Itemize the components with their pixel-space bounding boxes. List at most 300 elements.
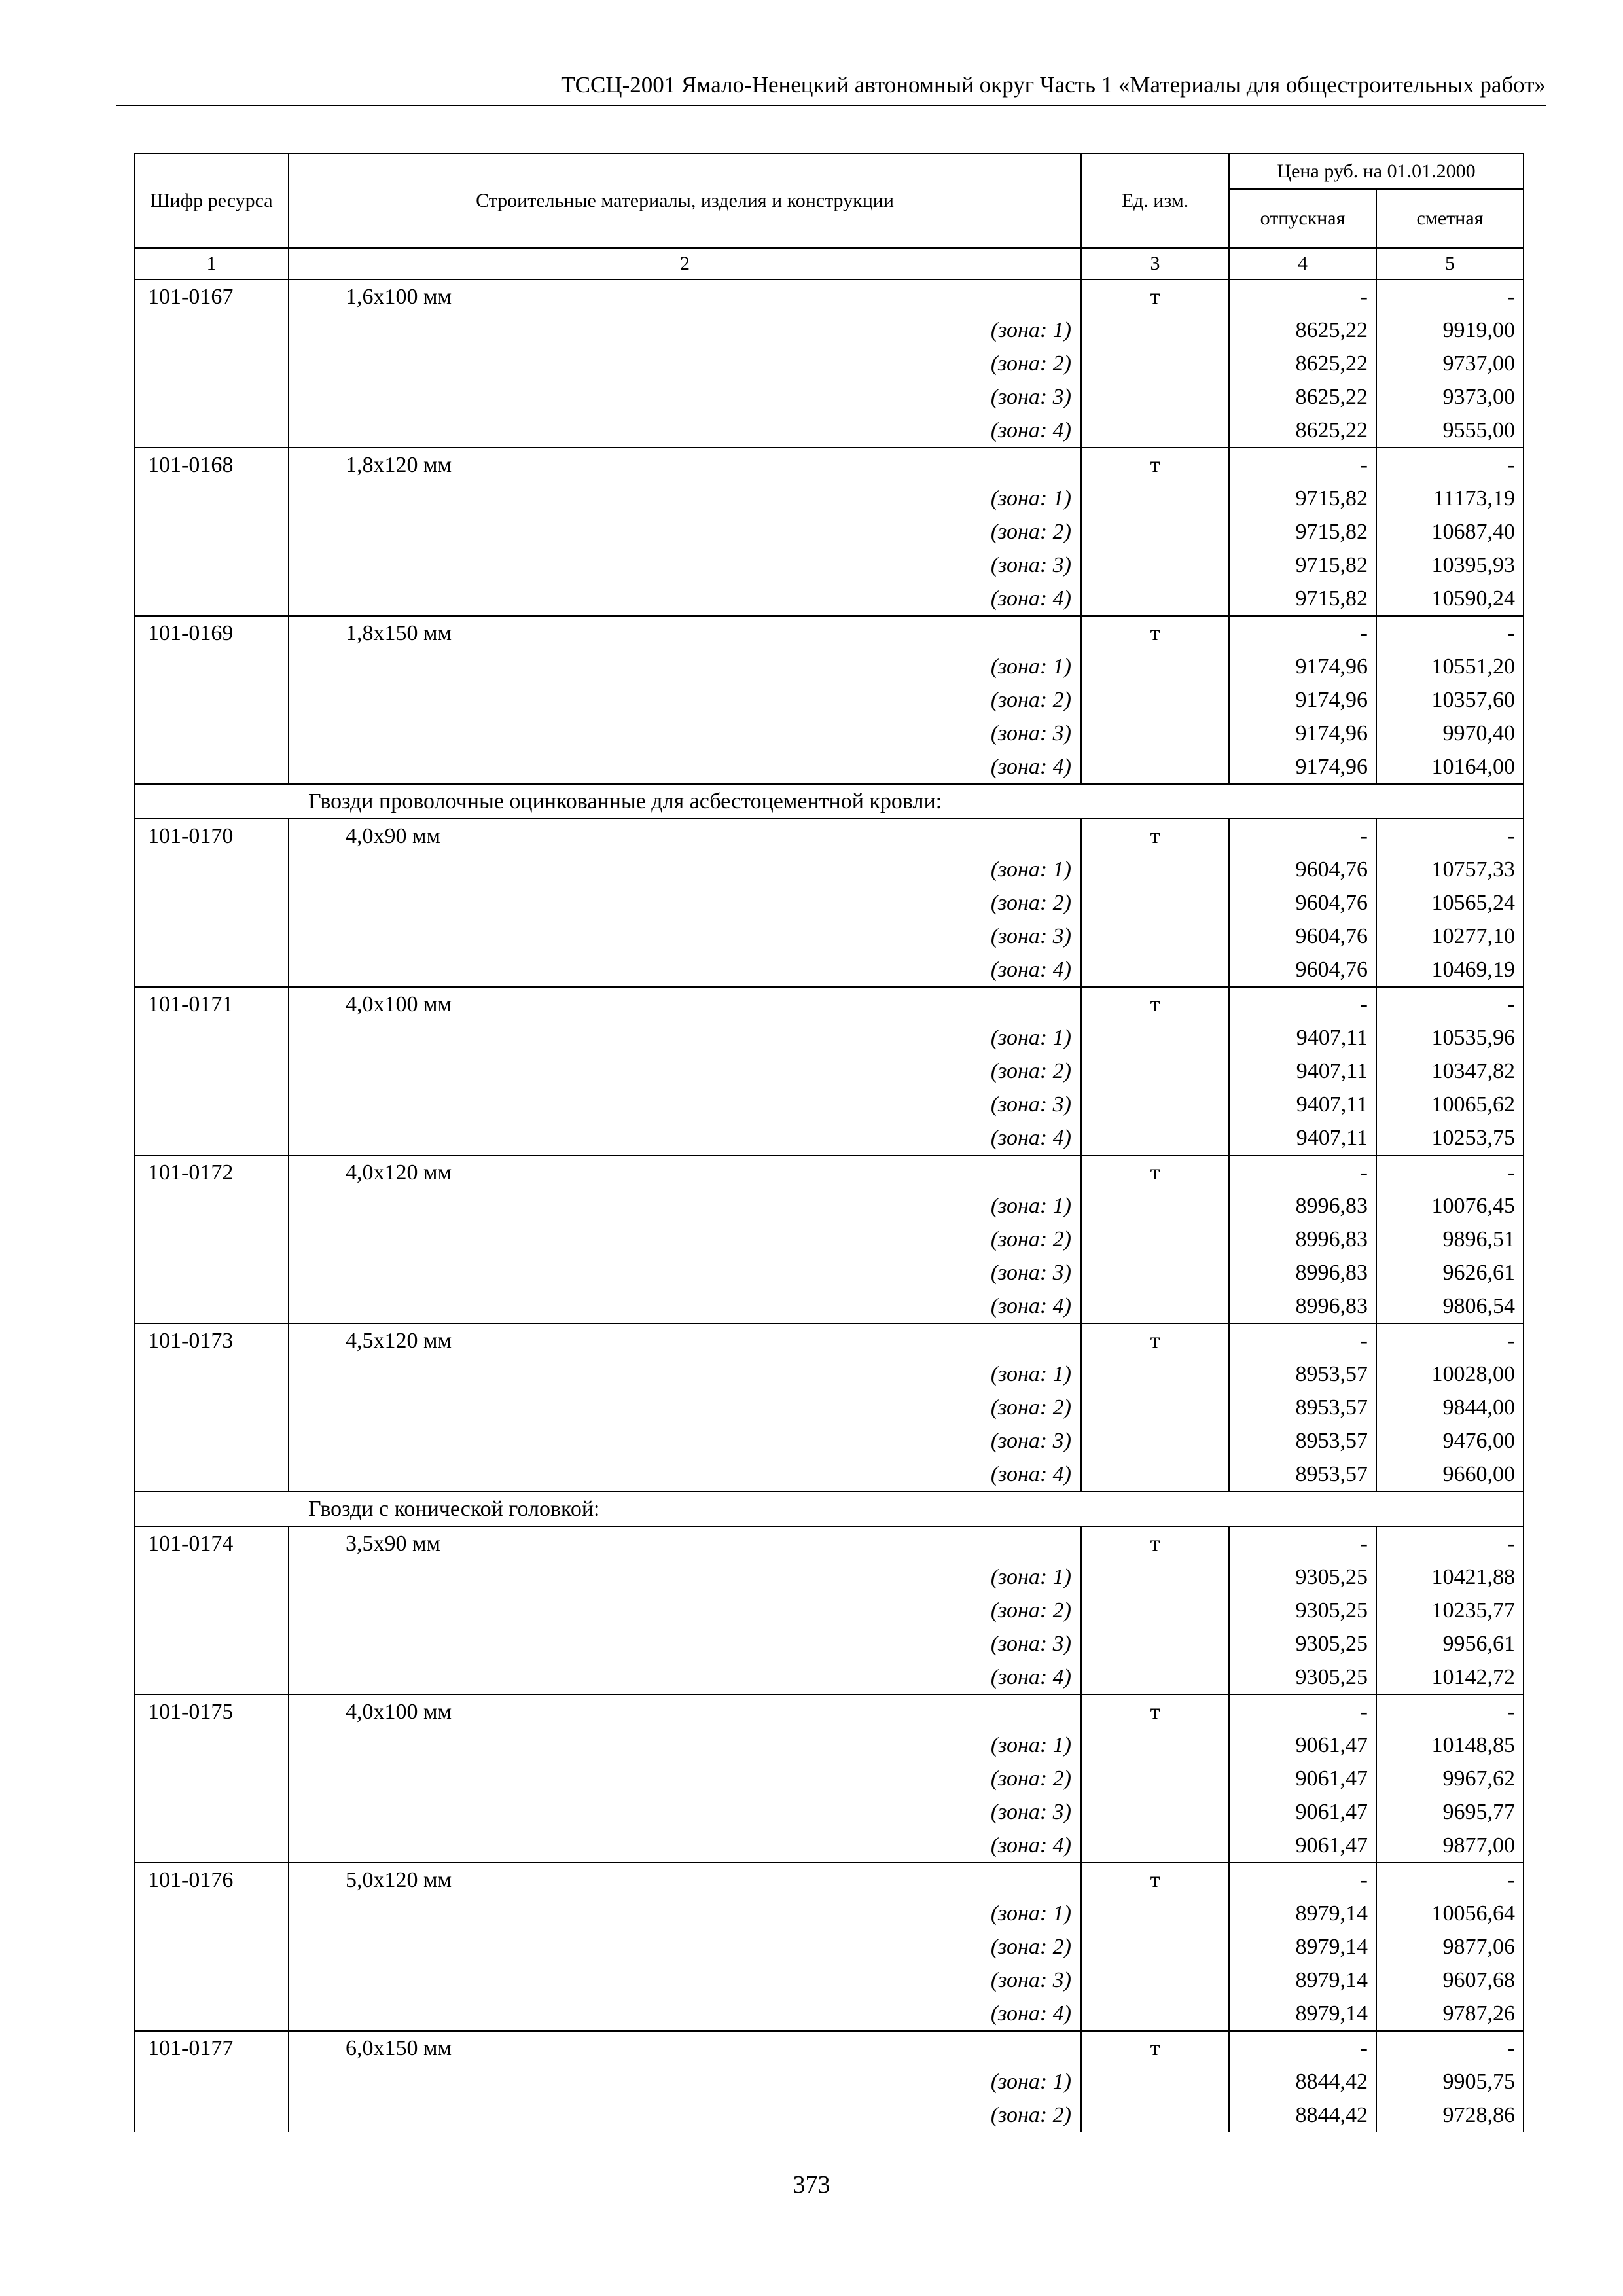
resource-code: 101-0173 xyxy=(134,1323,289,1357)
estimate-price: - xyxy=(1376,1863,1524,1897)
zone-label: (зона: 4) xyxy=(289,1829,1081,1863)
resource-code-empty xyxy=(134,515,289,548)
release-price: - xyxy=(1229,819,1376,853)
zone-label: (зона: 1) xyxy=(289,1189,1081,1223)
resource-code-empty xyxy=(134,650,289,683)
release-price: - xyxy=(1229,279,1376,314)
material-name: 1,6х100 мм xyxy=(289,279,1081,314)
zone-row xyxy=(134,314,1524,347)
zone-release-price: 8979,14 xyxy=(1229,1997,1376,2031)
unit-of-measure: т xyxy=(1081,2031,1229,2065)
zone-row xyxy=(134,683,1524,717)
zone-row xyxy=(134,1121,1524,1155)
material-name: 4,0х120 мм xyxy=(289,1155,1081,1189)
unit-empty xyxy=(1081,548,1229,582)
unit-empty xyxy=(1081,1054,1229,1088)
resource-code-empty xyxy=(134,1357,289,1391)
group-heading-spacer xyxy=(134,784,289,819)
material-row xyxy=(134,1695,1524,1729)
resource-code: 101-0177 xyxy=(134,2031,289,2065)
estimate-price: - xyxy=(1376,616,1524,650)
unit-empty xyxy=(1081,1627,1229,1660)
unit-of-measure: т xyxy=(1081,448,1229,482)
zone-row xyxy=(134,1660,1524,1695)
unit-empty xyxy=(1081,314,1229,347)
zone-label: (зона: 3) xyxy=(289,1795,1081,1829)
zone-row xyxy=(134,920,1524,953)
zone-release-price: 8953,57 xyxy=(1229,1458,1376,1492)
zone-estimate-price: 10469,19 xyxy=(1376,953,1524,987)
zone-release-price: 8844,42 xyxy=(1229,2065,1376,2098)
zone-label: (зона: 4) xyxy=(289,1458,1081,1492)
zone-label: (зона: 1) xyxy=(289,1729,1081,1762)
zone-release-price: 9407,11 xyxy=(1229,1121,1376,1155)
zone-row xyxy=(134,1088,1524,1121)
zone-label: (зона: 4) xyxy=(289,414,1081,448)
column-number-1: 1 xyxy=(134,248,289,279)
unit-empty xyxy=(1081,2098,1229,2132)
unit-of-measure: т xyxy=(1081,279,1229,314)
zone-label: (зона: 2) xyxy=(289,683,1081,717)
unit-empty xyxy=(1081,1594,1229,1627)
group-heading-row xyxy=(134,1492,1524,1526)
zone-row xyxy=(134,414,1524,448)
zone-row xyxy=(134,1458,1524,1492)
zone-estimate-price: 9626,61 xyxy=(1376,1256,1524,1289)
unit-empty xyxy=(1081,1458,1229,1492)
resource-code-empty xyxy=(134,1289,289,1323)
resource-code-empty xyxy=(134,1627,289,1660)
zone-release-price: 9174,96 xyxy=(1229,717,1376,750)
zone-release-price: 8996,83 xyxy=(1229,1256,1376,1289)
zone-estimate-price: 10757,33 xyxy=(1376,853,1524,886)
zone-label: (зона: 3) xyxy=(289,717,1081,750)
unit-empty xyxy=(1081,582,1229,616)
zone-release-price: 9061,47 xyxy=(1229,1762,1376,1795)
zone-release-price: 9407,11 xyxy=(1229,1088,1376,1121)
resource-code-empty xyxy=(134,1424,289,1458)
zone-estimate-price: 9728,86 xyxy=(1376,2098,1524,2132)
zone-estimate-price: 10235,77 xyxy=(1376,1594,1524,1627)
zone-release-price: 8979,14 xyxy=(1229,1930,1376,1964)
zone-release-price: 8953,57 xyxy=(1229,1357,1376,1391)
price-table-body xyxy=(134,279,1524,2132)
resource-code: 101-0172 xyxy=(134,1155,289,1189)
resource-code-empty xyxy=(134,1560,289,1594)
unit-empty xyxy=(1081,380,1229,414)
resource-code-empty xyxy=(134,1930,289,1964)
zone-estimate-price: 10253,75 xyxy=(1376,1121,1524,1155)
zone-estimate-price: 9956,61 xyxy=(1376,1627,1524,1660)
unit-empty xyxy=(1081,1391,1229,1424)
zone-release-price: 9305,25 xyxy=(1229,1560,1376,1594)
zone-row xyxy=(134,380,1524,414)
zone-row xyxy=(134,1997,1524,2031)
zone-label: (зона: 2) xyxy=(289,1594,1081,1627)
zone-estimate-price: 11173,19 xyxy=(1376,482,1524,515)
zone-release-price: 8979,14 xyxy=(1229,1964,1376,1997)
material-row xyxy=(134,819,1524,853)
zone-release-price: 9604,76 xyxy=(1229,886,1376,920)
zone-row xyxy=(134,347,1524,380)
zone-release-price: 9715,82 xyxy=(1229,548,1376,582)
resource-code-empty xyxy=(134,1729,289,1762)
unit-empty xyxy=(1081,1930,1229,1964)
resource-code-empty xyxy=(134,1088,289,1121)
unit-empty xyxy=(1081,1357,1229,1391)
zone-estimate-price: 9967,62 xyxy=(1376,1762,1524,1795)
zone-estimate-price: 9695,77 xyxy=(1376,1795,1524,1829)
zone-label: (зона: 1) xyxy=(289,2065,1081,2098)
zone-row xyxy=(134,1054,1524,1088)
zone-row xyxy=(134,750,1524,784)
resource-code-empty xyxy=(134,920,289,953)
resource-code-empty xyxy=(134,1660,289,1695)
zone-label: (зона: 2) xyxy=(289,886,1081,920)
zone-release-price: 8996,83 xyxy=(1229,1289,1376,1323)
resource-code-empty xyxy=(134,1594,289,1627)
zone-row xyxy=(134,1021,1524,1054)
release-price: - xyxy=(1229,1863,1376,1897)
zone-label: (зона: 4) xyxy=(289,953,1081,987)
zone-estimate-price: 10421,88 xyxy=(1376,1560,1524,1594)
zone-row xyxy=(134,1560,1524,1594)
zone-label: (зона: 3) xyxy=(289,1088,1081,1121)
zone-release-price: 9305,25 xyxy=(1229,1660,1376,1695)
resource-code-empty xyxy=(134,1391,289,1424)
resource-code: 101-0171 xyxy=(134,987,289,1021)
zone-label: (зона: 2) xyxy=(289,1930,1081,1964)
zone-estimate-price: 9970,40 xyxy=(1376,717,1524,750)
zone-estimate-price: 9905,75 xyxy=(1376,2065,1524,2098)
zone-release-price: 8996,83 xyxy=(1229,1223,1376,1256)
zone-release-price: 8953,57 xyxy=(1229,1424,1376,1458)
zone-label: (зона: 4) xyxy=(289,582,1081,616)
zone-row xyxy=(134,886,1524,920)
zone-estimate-price: 10551,20 xyxy=(1376,650,1524,683)
page-number: 373 xyxy=(793,2171,830,2198)
group-heading: Гвозди с конической головкой: xyxy=(289,1492,1524,1526)
zone-release-price: 9604,76 xyxy=(1229,853,1376,886)
zone-release-price: 9715,82 xyxy=(1229,482,1376,515)
estimate-price: - xyxy=(1376,279,1524,314)
estimate-price: - xyxy=(1376,1695,1524,1729)
zone-estimate-price: 9919,00 xyxy=(1376,314,1524,347)
unit-of-measure: т xyxy=(1081,1323,1229,1357)
zone-label: (зона: 2) xyxy=(289,2098,1081,2132)
resource-code-empty xyxy=(134,853,289,886)
resource-code-empty xyxy=(134,414,289,448)
estimate-price: - xyxy=(1376,987,1524,1021)
group-heading: Гвозди проволочные оцинкованные для асбестоцементной кровли: xyxy=(289,784,1524,819)
zone-row xyxy=(134,515,1524,548)
resource-code: 101-0174 xyxy=(134,1526,289,1560)
column-number-5: 5 xyxy=(1376,248,1524,279)
unit-empty xyxy=(1081,1897,1229,1930)
estimate-price: - xyxy=(1376,2031,1524,2065)
zone-row xyxy=(134,1594,1524,1627)
release-price: - xyxy=(1229,987,1376,1021)
zone-row xyxy=(134,1627,1524,1660)
unit-empty xyxy=(1081,414,1229,448)
zone-estimate-price: 9737,00 xyxy=(1376,347,1524,380)
zone-row xyxy=(134,1256,1524,1289)
resource-code-empty xyxy=(134,953,289,987)
zone-row xyxy=(134,1357,1524,1391)
zone-row xyxy=(134,548,1524,582)
unit-empty xyxy=(1081,1121,1229,1155)
zone-release-price: 8625,22 xyxy=(1229,347,1376,380)
resource-code-empty xyxy=(134,380,289,414)
zone-label: (зона: 4) xyxy=(289,1121,1081,1155)
zone-release-price: 9061,47 xyxy=(1229,1829,1376,1863)
resource-code-empty xyxy=(134,1997,289,2031)
zone-label: (зона: 1) xyxy=(289,1897,1081,1930)
resource-code-empty xyxy=(134,582,289,616)
zone-release-price: 8625,22 xyxy=(1229,380,1376,414)
zone-row xyxy=(134,1897,1524,1930)
zone-release-price: 9715,82 xyxy=(1229,515,1376,548)
material-name: 5,0х120 мм xyxy=(289,1863,1081,1897)
release-price: - xyxy=(1229,1323,1376,1357)
document-header-title: ТССЦ-2001 Ямало-Ненецкий автономный округ Часть 1 «Материалы для общестроительных работ» xyxy=(561,72,1546,98)
zone-label: (зона: 1) xyxy=(289,1357,1081,1391)
zone-estimate-price: 9877,06 xyxy=(1376,1930,1524,1964)
unit-empty xyxy=(1081,515,1229,548)
zone-estimate-price: 10148,85 xyxy=(1376,1729,1524,1762)
unit-empty xyxy=(1081,650,1229,683)
zone-estimate-price: 10028,00 xyxy=(1376,1357,1524,1391)
unit-empty xyxy=(1081,1021,1229,1054)
unit-empty xyxy=(1081,886,1229,920)
release-price: - xyxy=(1229,2031,1376,2065)
zone-label: (зона: 4) xyxy=(289,750,1081,784)
zone-estimate-price: 9373,00 xyxy=(1376,380,1524,414)
resource-code-empty xyxy=(134,1964,289,1997)
zone-estimate-price: 9660,00 xyxy=(1376,1458,1524,1492)
column-number-2: 2 xyxy=(289,248,1081,279)
unit-of-measure: т xyxy=(1081,1695,1229,1729)
resource-code-empty xyxy=(134,314,289,347)
zone-row xyxy=(134,1424,1524,1458)
zone-row xyxy=(134,1223,1524,1256)
column-header-code: Шифр ресурса xyxy=(134,154,289,248)
resource-code-empty xyxy=(134,750,289,784)
zone-label: (зона: 1) xyxy=(289,1560,1081,1594)
release-price: - xyxy=(1229,1526,1376,1560)
zone-release-price: 8953,57 xyxy=(1229,1391,1376,1424)
zone-estimate-price: 9896,51 xyxy=(1376,1223,1524,1256)
zone-label: (зона: 3) xyxy=(289,1424,1081,1458)
zone-estimate-price: 9607,68 xyxy=(1376,1964,1524,1997)
zone-row xyxy=(134,2098,1524,2132)
unit-empty xyxy=(1081,1189,1229,1223)
unit-empty xyxy=(1081,1088,1229,1121)
zone-label: (зона: 1) xyxy=(289,314,1081,347)
material-name: 4,5х120 мм xyxy=(289,1323,1081,1357)
unit-of-measure: т xyxy=(1081,1155,1229,1189)
resource-code-empty xyxy=(134,1762,289,1795)
unit-of-measure: т xyxy=(1081,1526,1229,1560)
unit-empty xyxy=(1081,2065,1229,2098)
zone-release-price: 8625,22 xyxy=(1229,414,1376,448)
zone-estimate-price: 10687,40 xyxy=(1376,515,1524,548)
unit-empty xyxy=(1081,1223,1229,1256)
zone-label: (зона: 4) xyxy=(289,1289,1081,1323)
unit-empty xyxy=(1081,1560,1229,1594)
zone-row xyxy=(134,1729,1524,1762)
unit-empty xyxy=(1081,1795,1229,1829)
resource-code-empty xyxy=(134,1189,289,1223)
group-heading-row xyxy=(134,784,1524,819)
unit-empty xyxy=(1081,482,1229,515)
price-table xyxy=(134,153,1524,2132)
material-name: 4,0х100 мм xyxy=(289,987,1081,1021)
release-price: - xyxy=(1229,1695,1376,1729)
unit-of-measure: т xyxy=(1081,819,1229,853)
material-row xyxy=(134,2031,1524,2065)
zone-estimate-price: 10142,72 xyxy=(1376,1660,1524,1695)
unit-empty xyxy=(1081,1660,1229,1695)
unit-empty xyxy=(1081,1829,1229,1863)
zone-estimate-price: 9877,00 xyxy=(1376,1829,1524,1863)
zone-label: (зона: 1) xyxy=(289,1021,1081,1054)
resource-code-empty xyxy=(134,717,289,750)
zone-label: (зона: 3) xyxy=(289,548,1081,582)
zone-release-price: 9604,76 xyxy=(1229,953,1376,987)
zone-row xyxy=(134,1930,1524,1964)
resource-code-empty xyxy=(134,886,289,920)
zone-release-price: 9174,96 xyxy=(1229,650,1376,683)
column-number-3: 3 xyxy=(1081,248,1229,279)
estimate-price: - xyxy=(1376,1155,1524,1189)
zone-estimate-price: 10565,24 xyxy=(1376,886,1524,920)
zone-release-price: 9407,11 xyxy=(1229,1021,1376,1054)
zone-release-price: 8979,14 xyxy=(1229,1897,1376,1930)
zone-label: (зона: 2) xyxy=(289,515,1081,548)
material-row xyxy=(134,279,1524,314)
zone-label: (зона: 3) xyxy=(289,380,1081,414)
zone-label: (зона: 1) xyxy=(289,853,1081,886)
unit-empty xyxy=(1081,1424,1229,1458)
zone-row xyxy=(134,1964,1524,1997)
resource-code-empty xyxy=(134,1458,289,1492)
zone-release-price: 9174,96 xyxy=(1229,750,1376,784)
resource-code-empty xyxy=(134,548,289,582)
column-number-4: 4 xyxy=(1229,248,1376,279)
column-header-unit: Ед. изм. xyxy=(1081,154,1229,248)
material-row xyxy=(134,616,1524,650)
unit-of-measure: т xyxy=(1081,987,1229,1021)
zone-estimate-price: 9555,00 xyxy=(1376,414,1524,448)
estimate-price: - xyxy=(1376,1526,1524,1560)
header-divider xyxy=(116,105,1546,106)
zone-release-price: 9407,11 xyxy=(1229,1054,1376,1088)
zone-row xyxy=(134,650,1524,683)
zone-label: (зона: 4) xyxy=(289,1660,1081,1695)
zone-estimate-price: 10277,10 xyxy=(1376,920,1524,953)
material-name: 1,8х120 мм xyxy=(289,448,1081,482)
unit-empty xyxy=(1081,1289,1229,1323)
zone-estimate-price: 10065,62 xyxy=(1376,1088,1524,1121)
column-header-price-group: Цена руб. на 01.01.2000 xyxy=(1229,154,1524,189)
unit-empty xyxy=(1081,853,1229,886)
unit-empty xyxy=(1081,920,1229,953)
zone-estimate-price: 9806,54 xyxy=(1376,1289,1524,1323)
resource-code-empty xyxy=(134,1223,289,1256)
zone-label: (зона: 1) xyxy=(289,482,1081,515)
column-header-estimate-price: сметная xyxy=(1376,189,1524,248)
unit-empty xyxy=(1081,750,1229,784)
resource-code: 101-0167 xyxy=(134,279,289,314)
resource-code-empty xyxy=(134,1795,289,1829)
resource-code-empty xyxy=(134,2065,289,2098)
zone-row xyxy=(134,1391,1524,1424)
price-table-header xyxy=(134,154,1524,279)
material-row xyxy=(134,1323,1524,1357)
unit-empty xyxy=(1081,717,1229,750)
estimate-price: - xyxy=(1376,819,1524,853)
resource-code: 101-0176 xyxy=(134,1863,289,1897)
zone-estimate-price: 10535,96 xyxy=(1376,1021,1524,1054)
zone-release-price: 9061,47 xyxy=(1229,1795,1376,1829)
resource-code-empty xyxy=(134,1897,289,1930)
unit-empty xyxy=(1081,347,1229,380)
zone-row xyxy=(134,953,1524,987)
unit-of-measure: т xyxy=(1081,1863,1229,1897)
resource-code-empty xyxy=(134,1121,289,1155)
unit-empty xyxy=(1081,953,1229,987)
resource-code-empty xyxy=(134,482,289,515)
resource-code-empty xyxy=(134,683,289,717)
resource-code-empty xyxy=(134,1054,289,1088)
resource-code-empty xyxy=(134,1256,289,1289)
material-name: 3,5х90 мм xyxy=(289,1526,1081,1560)
zone-label: (зона: 3) xyxy=(289,1627,1081,1660)
release-price: - xyxy=(1229,1155,1376,1189)
release-price: - xyxy=(1229,616,1376,650)
zone-release-price: 9715,82 xyxy=(1229,582,1376,616)
material-name: 4,0х100 мм xyxy=(289,1695,1081,1729)
unit-empty xyxy=(1081,1964,1229,1997)
zone-label: (зона: 3) xyxy=(289,1964,1081,1997)
zone-label: (зона: 2) xyxy=(289,347,1081,380)
zone-label: (зона: 4) xyxy=(289,1997,1081,2031)
zone-label: (зона: 2) xyxy=(289,1762,1081,1795)
zone-label: (зона: 2) xyxy=(289,1391,1081,1424)
zone-estimate-price: 9476,00 xyxy=(1376,1424,1524,1458)
column-header-release-price: отпускная xyxy=(1229,189,1376,248)
zone-label: (зона: 3) xyxy=(289,1256,1081,1289)
zone-estimate-price: 10357,60 xyxy=(1376,683,1524,717)
zone-estimate-price: 9844,00 xyxy=(1376,1391,1524,1424)
material-row xyxy=(134,1155,1524,1189)
zone-estimate-price: 10076,45 xyxy=(1376,1189,1524,1223)
zone-label: (зона: 2) xyxy=(289,1054,1081,1088)
resource-code-empty xyxy=(134,1829,289,1863)
unit-empty xyxy=(1081,1256,1229,1289)
resource-code: 101-0169 xyxy=(134,616,289,650)
resource-code-empty xyxy=(134,347,289,380)
material-row xyxy=(134,1863,1524,1897)
group-heading-spacer xyxy=(134,1492,289,1526)
unit-of-measure: т xyxy=(1081,616,1229,650)
material-name: 6,0х150 мм xyxy=(289,2031,1081,2065)
zone-release-price: 9061,47 xyxy=(1229,1729,1376,1762)
zone-row xyxy=(134,1795,1524,1829)
zone-estimate-price: 10347,82 xyxy=(1376,1054,1524,1088)
zone-row xyxy=(134,1762,1524,1795)
